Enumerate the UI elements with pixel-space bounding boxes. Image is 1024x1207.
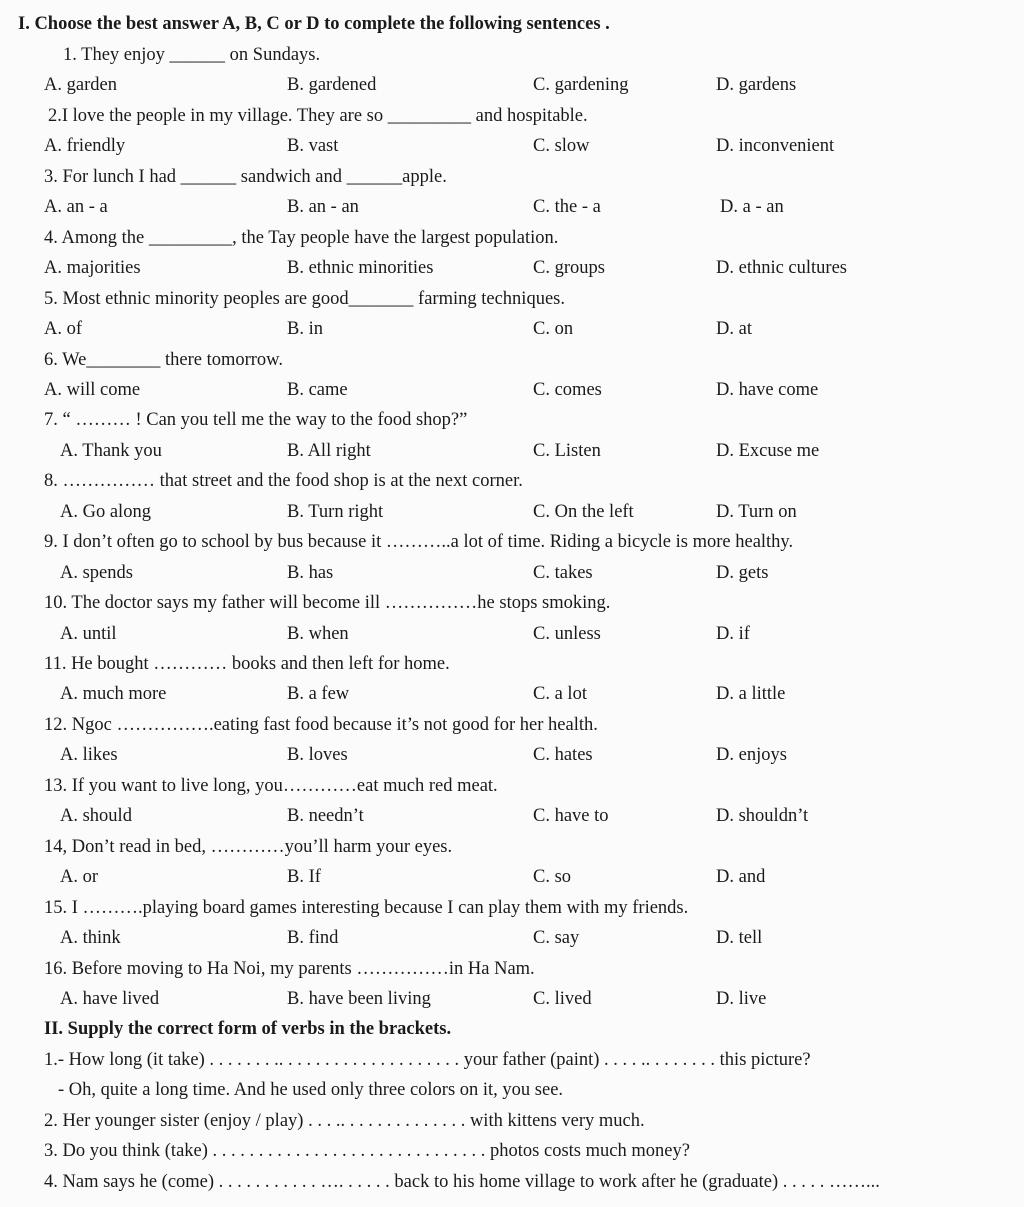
question-7-option-a[interactable]: A. Thank you: [60, 440, 162, 461]
question-10-option-b[interactable]: B. when: [287, 623, 349, 644]
question-4-option-c[interactable]: C. groups: [533, 258, 605, 279]
question-9-option-d[interactable]: D. gets: [716, 562, 769, 583]
question-9-option-c[interactable]: C. takes: [533, 562, 593, 583]
question-2-option-a[interactable]: A. friendly: [44, 136, 126, 157]
question-10-option-d[interactable]: D. if: [716, 623, 750, 644]
question-2-option-b[interactable]: B. vast: [287, 136, 339, 157]
question-8: 8. …………… that street and the food shop is at the next corner.: [44, 471, 523, 492]
question-2-option-c[interactable]: C. slow: [533, 136, 590, 157]
question-16-option-d[interactable]: D. live: [716, 988, 767, 1009]
question-12-option-c[interactable]: C. hates: [533, 745, 593, 766]
question-4: 4. Among the _________, the Tay people have the largest population.: [44, 227, 559, 248]
question-11-option-d[interactable]: D. a little: [716, 684, 786, 705]
question-1: 1. They enjoy ______ on Sundays.: [63, 45, 321, 65]
question-8-option-d[interactable]: D. Turn on: [716, 501, 797, 522]
question-7-option-d[interactable]: D. Excuse me: [716, 440, 820, 461]
question-10-option-c[interactable]: C. unless: [533, 623, 601, 644]
question-5-option-a[interactable]: A. of: [44, 319, 83, 340]
question-3-option-d[interactable]: D. a - an: [720, 197, 784, 218]
question-7-option-b[interactable]: B. All right: [287, 440, 371, 461]
question-6-option-d[interactable]: D. have come: [716, 379, 819, 400]
question-15-option-c[interactable]: C. say: [533, 928, 580, 949]
question-1-option-d[interactable]: D. gardens: [716, 75, 797, 96]
question-11-option-c[interactable]: C. a lot: [533, 684, 587, 705]
question-16: 16. Before moving to Ha Noi, my parents ……………in Ha Nam.: [44, 958, 535, 979]
question-16-option-c[interactable]: C. lived: [533, 988, 592, 1009]
question-5-option-c[interactable]: C. on: [533, 319, 574, 340]
question-13-option-b[interactable]: B. needn’t: [287, 806, 364, 827]
question-6: 6. We________ there tomorrow.: [44, 349, 283, 370]
question-3-option-a[interactable]: A. an - a: [44, 197, 108, 218]
question-11-option-a[interactable]: A. much more: [60, 684, 167, 705]
question-11-option-b[interactable]: B. a few: [287, 684, 350, 705]
verb-line-1: 1.- How long (it take) . . . . . . . .. . . . . . . . . . . . . . . . . . . . your father (paint) . . . . .. . . . . . . . this picture?: [44, 1049, 811, 1070]
question-8-option-c[interactable]: C. On the left: [533, 501, 634, 522]
question-4-option-b[interactable]: B. ethnic minorities: [287, 258, 434, 279]
question-14-option-b[interactable]: B. If: [287, 867, 321, 888]
question-6-option-b[interactable]: B. came: [287, 379, 348, 400]
question-13-option-d[interactable]: D. shouldn’t: [716, 806, 809, 827]
question-13-option-a[interactable]: A. should: [60, 806, 132, 827]
question-1-option-c[interactable]: C. gardening: [533, 75, 629, 96]
question-9: 9. I don’t often go to school by bus because it ………..a lot of time. Riding a bicycle is more healthy.: [44, 532, 794, 553]
question-7: 7. “ ……… ! Can you tell me the way to the food shop?”: [44, 410, 468, 431]
question-9-option-b[interactable]: B. has: [287, 562, 334, 583]
question-6-option-a[interactable]: A. will come: [44, 379, 141, 400]
question-6-option-c[interactable]: C. comes: [533, 379, 602, 400]
question-16-option-a[interactable]: A. have lived: [60, 988, 160, 1009]
question-12-option-d[interactable]: D. enjoys: [716, 745, 787, 766]
question-2: 2.I love the people in my village. They are so _________ and hospitable.: [48, 105, 588, 126]
question-12-option-b[interactable]: B. loves: [287, 745, 348, 766]
question-5-option-d[interactable]: D. at: [716, 319, 752, 340]
question-7-option-c[interactable]: C. Listen: [533, 440, 601, 461]
question-14-option-a[interactable]: A. or: [60, 867, 99, 888]
question-16-option-b[interactable]: B. have been living: [287, 988, 431, 1009]
question-3-option-c[interactable]: C. the - a: [533, 197, 601, 218]
verb-line-4: 3. Do you think (take) . . . . . . . . . . . . . . . . . . . . . . . . . . . . . . photos costs much money?: [44, 1141, 690, 1162]
section-2-heading: II. Supply the correct form of verbs in the brackets.: [44, 1019, 452, 1040]
question-12: 12. Ngoc …………….eating fast food because it’s not good for her health.: [44, 714, 598, 735]
question-10: 10. The doctor says my father will become ill ……………he stops smoking.: [44, 593, 611, 614]
question-15: 15. I ……….playing board games interesting because I can play them with my friends.: [44, 897, 689, 918]
question-4-option-a[interactable]: A. majorities: [44, 258, 141, 279]
question-12-option-a[interactable]: A. likes: [60, 745, 118, 766]
question-1-option-a[interactable]: A. garden: [44, 75, 117, 96]
question-15-option-d[interactable]: D. tell: [716, 928, 763, 949]
question-3: 3. For lunch I had ______ sandwich and ______apple.: [44, 166, 447, 187]
section-1-heading: I. Choose the best answer A, B, C or D to complete the following sentences .: [18, 14, 610, 34]
question-5-option-b[interactable]: B. in: [287, 319, 323, 340]
question-14: 14, Don’t read in bed, …………you’ll harm your eyes.: [44, 836, 453, 857]
question-8-option-b[interactable]: B. Turn right: [287, 501, 384, 522]
question-15-option-b[interactable]: B. find: [287, 928, 339, 949]
question-3-option-b[interactable]: B. an - an: [287, 197, 359, 218]
question-9-option-a[interactable]: A. spends: [60, 562, 133, 583]
question-8-option-a[interactable]: A. Go along: [60, 501, 151, 522]
question-1-option-b[interactable]: B. gardened: [287, 75, 377, 96]
verb-line-5: 4. Nam says he (come) . . . . . . . . . . . …. . . . . . back to his home village to work after he (graduate) . . . . . ……...: [44, 1171, 880, 1192]
question-2-option-d[interactable]: D. inconvenient: [716, 136, 835, 157]
verb-line-3: 2. Her younger sister (enjoy / play) . . . .. . . . . . . . . . . . . . with kittens very much.: [44, 1110, 645, 1131]
question-11: 11. He bought ………… books and then left for home.: [44, 654, 450, 674]
question-14-option-c[interactable]: C. so: [533, 867, 572, 888]
question-10-option-a[interactable]: A. until: [60, 623, 117, 644]
question-15-option-a[interactable]: A. think: [60, 928, 121, 949]
question-14-option-d[interactable]: D. and: [716, 867, 766, 888]
question-13-option-c[interactable]: C. have to: [533, 806, 609, 827]
question-13: 13. If you want to live long, you…………eat much red meat.: [44, 775, 498, 796]
verb-line-2: - Oh, quite a long time. And he used only three colors on it, you see.: [58, 1080, 564, 1101]
question-5: 5. Most ethnic minority peoples are good_______ farming techniques.: [44, 288, 565, 309]
question-4-option-d[interactable]: D. ethnic cultures: [716, 258, 847, 279]
